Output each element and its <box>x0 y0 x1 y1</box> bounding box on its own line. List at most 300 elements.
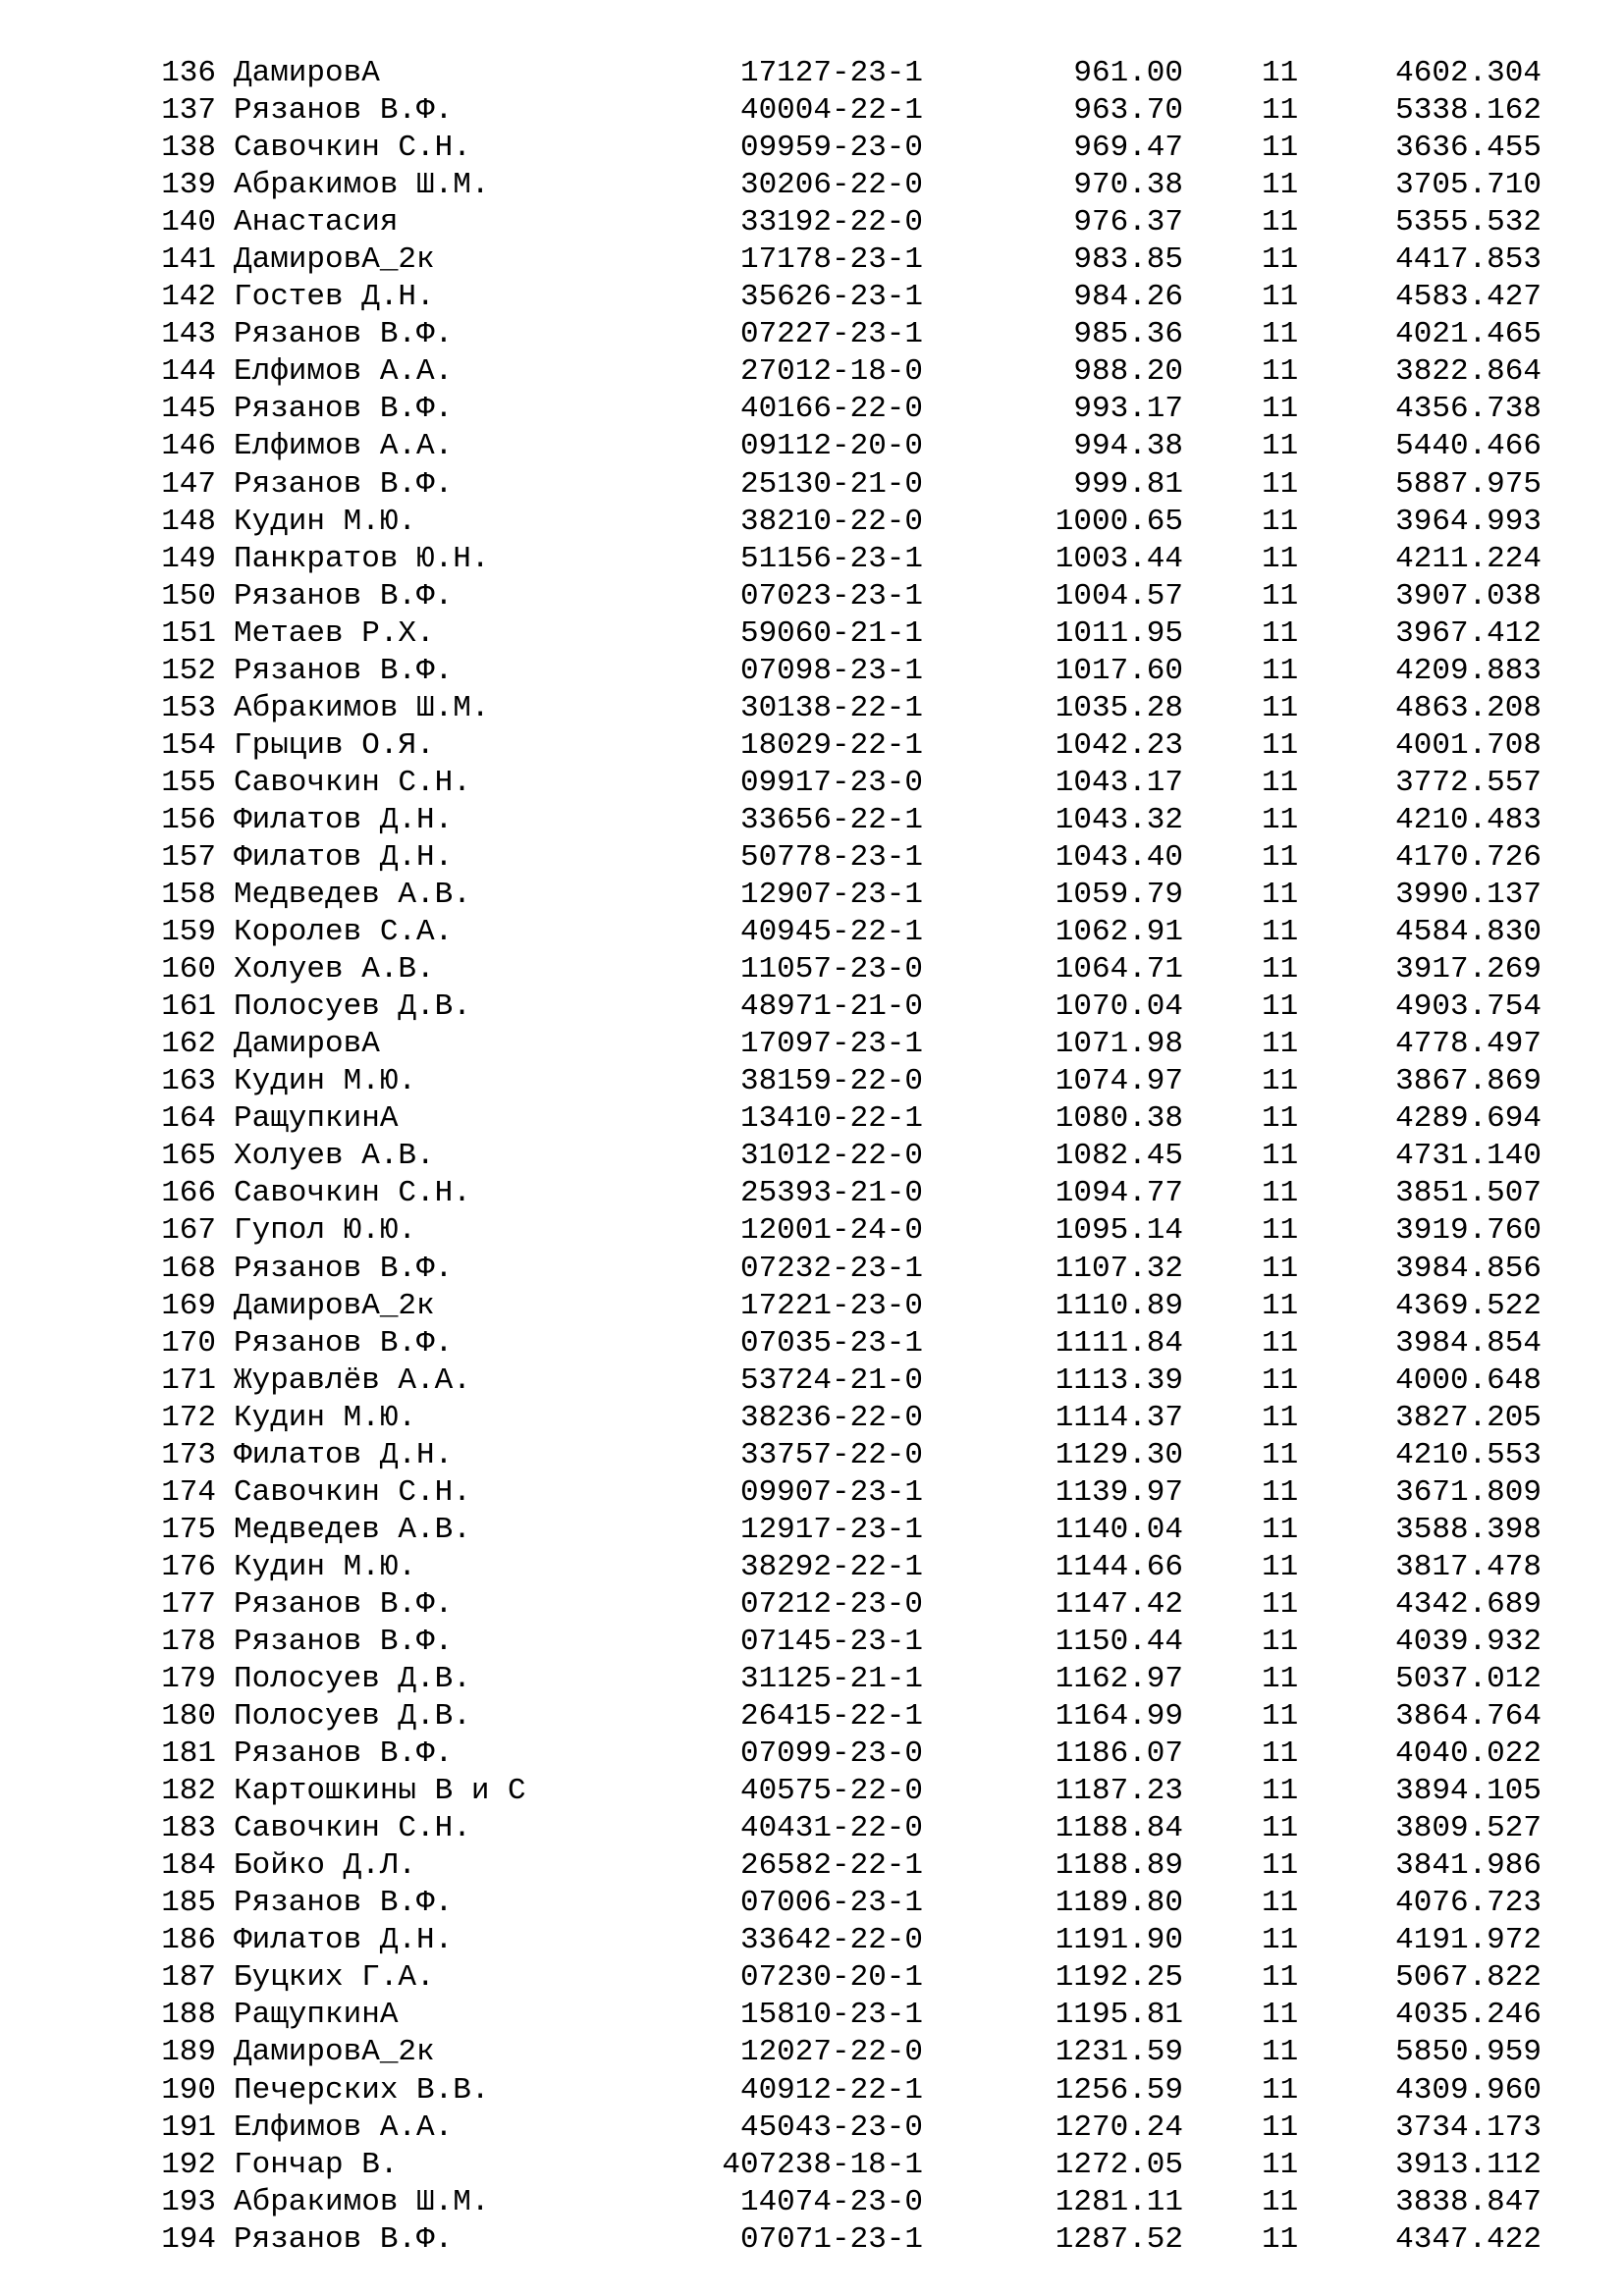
row-value: 994.38 <box>1073 429 1183 464</box>
row-score: 4035.246 <box>1395 1998 1542 2033</box>
row-group: 11 <box>1262 1512 1299 1547</box>
row-number: 171 <box>161 1362 216 1398</box>
row-name: Филатов Д.Н. <box>234 802 454 837</box>
row-group: 11 <box>1262 2221 1299 2257</box>
row-number: 170 <box>161 1325 216 1361</box>
row-code: 12917-23-1 <box>739 1512 923 1547</box>
row-score: 5338.162 <box>1395 93 1542 129</box>
row-value: 1074.97 <box>1055 1064 1183 1099</box>
row-code: 38236-22-0 <box>739 1400 923 1435</box>
row-score: 4903.754 <box>1395 989 1542 1025</box>
row-number: 176 <box>161 1549 216 1584</box>
row-group: 11 <box>1262 1736 1299 1772</box>
table-row <box>0 2034 1624 2071</box>
row-group: 11 <box>1262 989 1299 1025</box>
row-name: Картошкины В и С <box>234 1774 526 1809</box>
row-value: 1111.84 <box>1055 1325 1183 1361</box>
row-group: 11 <box>1262 317 1299 352</box>
row-group: 11 <box>1262 1325 1299 1361</box>
row-score: 3817.478 <box>1395 1549 1542 1584</box>
table-row <box>0 1175 1624 1212</box>
row-group: 11 <box>1262 765 1299 800</box>
row-code: 07227-23-1 <box>739 317 923 352</box>
row-value: 1043.32 <box>1055 802 1183 837</box>
row-name: Полосуев Д.В. <box>234 1662 471 1697</box>
row-value: 1139.97 <box>1055 1474 1183 1510</box>
row-value: 1281.11 <box>1055 2184 1183 2219</box>
row-code: 25130-21-0 <box>739 466 923 502</box>
row-code: 26415-22-1 <box>739 1699 923 1735</box>
table-row <box>0 1773 1624 1810</box>
row-group: 11 <box>1262 1811 1299 1846</box>
row-name: Филатов Д.Н. <box>234 1923 454 1958</box>
row-score: 4342.689 <box>1395 1586 1542 1622</box>
row-name: Полосуев Д.В. <box>234 1699 471 1735</box>
row-code: 40575-22-0 <box>739 1774 923 1809</box>
row-value: 1192.25 <box>1055 1960 1183 1996</box>
row-group: 11 <box>1262 1064 1299 1099</box>
table-row <box>0 1251 1624 1288</box>
row-code: 33642-22-0 <box>739 1923 923 1958</box>
row-name: Панкратов Ю.Н. <box>234 541 490 576</box>
row-code: 07232-23-1 <box>739 1251 923 1286</box>
table-row <box>0 2147 1624 2184</box>
row-score: 4778.497 <box>1395 1027 1542 1062</box>
row-value: 1095.14 <box>1055 1213 1183 1249</box>
row-code: 51156-23-1 <box>739 541 923 576</box>
row-score: 4021.465 <box>1395 317 1542 352</box>
table-row <box>0 765 1624 802</box>
row-code: 40945-22-1 <box>739 915 923 950</box>
row-name: ДамировА <box>234 56 380 90</box>
row-name: Метаев Р.Х. <box>234 615 435 651</box>
row-name: Елфимов А.А. <box>234 354 454 390</box>
row-number: 136 <box>161 56 216 90</box>
row-score: 4039.932 <box>1395 1624 1542 1659</box>
row-value: 1113.39 <box>1055 1362 1183 1398</box>
row-value: 984.26 <box>1073 280 1183 315</box>
row-score: 4584.830 <box>1395 915 1542 950</box>
row-name: Бойко Д.Л. <box>234 1848 417 1884</box>
row-number: 138 <box>161 131 216 166</box>
table-row <box>0 1212 1624 1250</box>
row-group: 11 <box>1262 1998 1299 2033</box>
row-number: 169 <box>161 1288 216 1323</box>
row-value: 1189.80 <box>1055 1886 1183 1921</box>
table-row <box>0 1437 1624 1474</box>
row-number: 148 <box>161 504 216 539</box>
row-group: 11 <box>1262 2184 1299 2219</box>
row-value: 1188.84 <box>1055 1811 1183 1846</box>
row-number: 151 <box>161 615 216 651</box>
row-group: 11 <box>1262 1586 1299 1622</box>
table-row <box>0 466 1624 504</box>
row-number: 178 <box>161 1624 216 1659</box>
row-score: 4863.208 <box>1395 690 1542 725</box>
row-score: 3990.137 <box>1395 878 1542 913</box>
row-score: 4583.427 <box>1395 280 1542 315</box>
row-value: 1011.95 <box>1055 615 1183 651</box>
row-number: 191 <box>161 2109 216 2145</box>
row-value: 1042.23 <box>1055 727 1183 763</box>
table-row <box>0 2109 1624 2147</box>
row-number: 161 <box>161 989 216 1025</box>
row-name: Рязанов В.Ф. <box>234 1251 454 1286</box>
table-row <box>0 727 1624 765</box>
row-number: 156 <box>161 802 216 837</box>
row-score: 5850.959 <box>1395 2035 1542 2070</box>
row-code: 59060-21-1 <box>739 615 923 651</box>
row-value: 1231.59 <box>1055 2035 1183 2070</box>
row-number: 166 <box>161 1176 216 1211</box>
row-code: 17097-23-1 <box>739 1027 923 1062</box>
row-value: 976.37 <box>1073 205 1183 240</box>
row-number: 192 <box>161 2147 216 2182</box>
table-row <box>0 1474 1624 1512</box>
row-name: Полосуев Д.В. <box>234 989 471 1025</box>
row-value: 1272.05 <box>1055 2147 1183 2182</box>
row-score: 4602.304 <box>1395 56 1542 90</box>
row-code: 07035-23-1 <box>739 1325 923 1361</box>
table-row <box>0 2221 1624 2259</box>
row-value: 1188.89 <box>1055 1848 1183 1884</box>
row-value: 1195.81 <box>1055 1998 1183 2033</box>
row-score: 5355.532 <box>1395 205 1542 240</box>
row-name: Журавлёв А.А. <box>234 1362 471 1398</box>
table-row <box>0 1549 1624 1586</box>
row-number: 141 <box>161 242 216 278</box>
row-number: 150 <box>161 578 216 614</box>
table-row <box>0 2184 1624 2221</box>
table-row <box>0 167 1624 204</box>
row-number: 159 <box>161 915 216 950</box>
row-code: 45043-23-0 <box>739 2109 923 2145</box>
row-score: 4000.648 <box>1395 1362 1542 1398</box>
row-group: 11 <box>1262 93 1299 129</box>
row-number: 153 <box>161 690 216 725</box>
row-code: 31012-22-0 <box>739 1139 923 1174</box>
row-number: 181 <box>161 1736 216 1772</box>
table-row <box>0 541 1624 578</box>
row-name: Грыцив О.Я. <box>234 727 435 763</box>
row-number: 180 <box>161 1699 216 1735</box>
row-score: 3913.112 <box>1395 2147 1542 2182</box>
row-value: 999.81 <box>1073 466 1183 502</box>
row-name: Рязанов В.Ф. <box>234 2221 454 2257</box>
row-name: Рязанов В.Ф. <box>234 466 454 502</box>
row-value: 1140.04 <box>1055 1512 1183 1547</box>
row-score: 4040.022 <box>1395 1736 1542 1772</box>
row-group: 11 <box>1262 952 1299 988</box>
row-number: 145 <box>161 392 216 427</box>
row-value: 1094.77 <box>1055 1176 1183 1211</box>
row-group: 11 <box>1262 690 1299 725</box>
row-score: 5887.975 <box>1395 466 1542 502</box>
row-code: 07099-23-0 <box>739 1736 923 1772</box>
row-value: 1070.04 <box>1055 989 1183 1025</box>
table-row <box>0 1735 1624 1773</box>
row-value: 1129.30 <box>1055 1437 1183 1472</box>
row-score: 5067.822 <box>1395 1960 1542 1996</box>
row-value: 961.00 <box>1073 56 1183 90</box>
row-group: 11 <box>1262 839 1299 875</box>
row-group: 11 <box>1262 280 1299 315</box>
row-number: 160 <box>161 952 216 988</box>
row-name: Королев С.А. <box>234 915 454 950</box>
row-name: Гостев Д.Н. <box>234 280 435 315</box>
row-code: 27012-18-0 <box>739 354 923 390</box>
row-code: 09917-23-0 <box>739 765 923 800</box>
table-row <box>0 1847 1624 1885</box>
row-value: 1162.97 <box>1055 1662 1183 1697</box>
row-code: 38292-22-1 <box>739 1549 923 1584</box>
row-group: 11 <box>1262 802 1299 837</box>
row-group: 11 <box>1262 1699 1299 1735</box>
row-value: 1164.99 <box>1055 1699 1183 1735</box>
row-score: 4191.972 <box>1395 1923 1542 1958</box>
table-row <box>0 1512 1624 1549</box>
row-score: 3772.557 <box>1395 765 1542 800</box>
row-group: 11 <box>1262 1662 1299 1697</box>
row-name: РащупкинА <box>234 1101 399 1137</box>
table-row <box>0 690 1624 727</box>
row-group: 11 <box>1262 1960 1299 1996</box>
row-number: 137 <box>161 93 216 129</box>
row-score: 3838.847 <box>1395 2184 1542 2219</box>
row-score: 3864.764 <box>1395 1699 1542 1735</box>
row-code: 07212-23-0 <box>739 1586 923 1622</box>
table-row <box>0 241 1624 279</box>
row-group: 11 <box>1262 1251 1299 1286</box>
row-name: Буцких Г.А. <box>234 1960 435 1996</box>
table-row <box>0 1885 1624 1922</box>
row-code: 48971-21-0 <box>739 989 923 1025</box>
table-row <box>0 55 1624 92</box>
table-row <box>0 204 1624 241</box>
row-name: Гончар В. <box>234 2147 399 2182</box>
table-row <box>0 130 1624 167</box>
row-name: Медведев А.В. <box>234 1512 471 1547</box>
row-name: Кудин М.Ю. <box>234 1549 417 1584</box>
row-value: 1059.79 <box>1055 878 1183 913</box>
row-name: Рязанов В.Ф. <box>234 1886 454 1921</box>
row-group: 11 <box>1262 466 1299 502</box>
row-number: 158 <box>161 878 216 913</box>
row-group: 11 <box>1262 1923 1299 1958</box>
row-group: 11 <box>1262 615 1299 651</box>
row-name: Кудин М.Ю. <box>234 1400 417 1435</box>
row-group: 11 <box>1262 2109 1299 2145</box>
row-score: 4289.694 <box>1395 1101 1542 1137</box>
row-group: 11 <box>1262 504 1299 539</box>
row-group: 11 <box>1262 1362 1299 1398</box>
table-row <box>0 1400 1624 1437</box>
row-code: 07071-23-1 <box>739 2221 923 2257</box>
row-code: 09907-23-1 <box>739 1474 923 1510</box>
row-score: 3984.854 <box>1395 1325 1542 1361</box>
row-value: 1256.59 <box>1055 2072 1183 2108</box>
row-score: 3822.864 <box>1395 354 1542 390</box>
row-value: 1270.24 <box>1055 2109 1183 2145</box>
row-value: 963.70 <box>1073 93 1183 129</box>
row-score: 4210.483 <box>1395 802 1542 837</box>
row-name: ДамировА_2к <box>234 2035 435 2070</box>
row-number: 172 <box>161 1400 216 1435</box>
row-name: Рязанов В.Ф. <box>234 1325 454 1361</box>
row-score: 3894.105 <box>1395 1774 1542 1809</box>
row-group: 11 <box>1262 2147 1299 2182</box>
row-score: 4356.738 <box>1395 392 1542 427</box>
row-value: 1080.38 <box>1055 1101 1183 1137</box>
row-code: 09112-20-0 <box>739 429 923 464</box>
row-name: Кудин М.Ю. <box>234 504 417 539</box>
row-number: 157 <box>161 839 216 875</box>
row-score: 4170.726 <box>1395 839 1542 875</box>
row-value: 1287.52 <box>1055 2221 1183 2257</box>
table-row <box>0 1288 1624 1325</box>
row-code: 38210-22-0 <box>739 504 923 539</box>
table-row <box>0 1138 1624 1175</box>
row-code: 35626-23-1 <box>739 280 923 315</box>
row-score: 4076.723 <box>1395 1886 1542 1921</box>
row-name: Абракимов Ш.М. <box>234 168 490 203</box>
row-group: 11 <box>1262 1213 1299 1249</box>
row-group: 11 <box>1262 1101 1299 1137</box>
row-number: 189 <box>161 2035 216 2070</box>
table-row <box>0 1922 1624 1959</box>
row-score: 4731.140 <box>1395 1139 1542 1174</box>
table-row <box>0 914 1624 951</box>
row-number: 147 <box>161 466 216 502</box>
row-score: 4417.853 <box>1395 242 1542 278</box>
row-code: 17178-23-1 <box>739 242 923 278</box>
table-row <box>0 2072 1624 2109</box>
row-value: 1150.44 <box>1055 1624 1183 1659</box>
row-name: Савочкин С.Н. <box>234 1176 471 1211</box>
row-number: 177 <box>161 1586 216 1622</box>
row-number: 186 <box>161 1923 216 1958</box>
row-value: 1017.60 <box>1055 653 1183 688</box>
row-group: 11 <box>1262 205 1299 240</box>
row-score: 4309.960 <box>1395 2072 1542 2108</box>
row-name: ДамировА_2к <box>234 1288 435 1323</box>
row-value: 1071.98 <box>1055 1027 1183 1062</box>
table-row <box>0 1063 1624 1100</box>
row-name: Абракимов Ш.М. <box>234 690 490 725</box>
row-code: 50778-23-1 <box>739 839 923 875</box>
table-row <box>0 1624 1624 1661</box>
row-group: 11 <box>1262 354 1299 390</box>
row-group: 11 <box>1262 1437 1299 1472</box>
table-row <box>0 839 1624 877</box>
row-group: 11 <box>1262 878 1299 913</box>
row-score: 4001.708 <box>1395 727 1542 763</box>
row-value: 1004.57 <box>1055 578 1183 614</box>
row-score: 3841.986 <box>1395 1848 1542 1884</box>
table-row <box>0 92 1624 130</box>
row-group: 11 <box>1262 2035 1299 2070</box>
row-code: 38159-22-0 <box>739 1064 923 1099</box>
row-name: Рязанов В.Ф. <box>234 1624 454 1659</box>
table-row <box>0 988 1624 1026</box>
row-value: 1035.28 <box>1055 690 1183 725</box>
row-number: 185 <box>161 1886 216 1921</box>
row-score: 5037.012 <box>1395 1662 1542 1697</box>
table-row <box>0 1997 1624 2034</box>
row-value: 1062.91 <box>1055 915 1183 950</box>
table-row <box>0 802 1624 839</box>
row-number: 184 <box>161 1848 216 1884</box>
row-group: 11 <box>1262 1027 1299 1062</box>
row-value: 1043.40 <box>1055 839 1183 875</box>
row-code: 07145-23-1 <box>739 1624 923 1659</box>
row-group: 11 <box>1262 131 1299 166</box>
table-row <box>0 1325 1624 1362</box>
row-code: 07230-20-1 <box>739 1960 923 1996</box>
row-score: 4209.883 <box>1395 653 1542 688</box>
row-group: 11 <box>1262 1474 1299 1510</box>
row-group: 11 <box>1262 56 1299 90</box>
row-score: 3967.412 <box>1395 615 1542 651</box>
row-name: Рязанов В.Ф. <box>234 578 454 614</box>
row-score: 3907.038 <box>1395 578 1542 614</box>
table-row <box>0 653 1624 690</box>
row-number: 143 <box>161 317 216 352</box>
table-row <box>0 1661 1624 1698</box>
row-number: 163 <box>161 1064 216 1099</box>
table-row <box>0 353 1624 391</box>
row-value: 1043.17 <box>1055 765 1183 800</box>
row-name: Медведев А.В. <box>234 878 471 913</box>
row-number: 162 <box>161 1027 216 1062</box>
row-score: 3867.869 <box>1395 1064 1542 1099</box>
row-name: Холуев А.В. <box>234 952 435 988</box>
row-number: 146 <box>161 429 216 464</box>
row-score: 4210.553 <box>1395 1437 1542 1472</box>
row-number: 149 <box>161 541 216 576</box>
row-value: 1000.65 <box>1055 504 1183 539</box>
row-code: 26582-22-1 <box>739 1848 923 1884</box>
row-value: 1107.32 <box>1055 1251 1183 1286</box>
row-name: Савочкин С.Н. <box>234 1474 471 1510</box>
row-group: 11 <box>1262 1886 1299 1921</box>
row-group: 11 <box>1262 578 1299 614</box>
row-code: 33757-22-0 <box>739 1437 923 1472</box>
row-name: Рязанов В.Ф. <box>234 1736 454 1772</box>
row-code: 07006-23-1 <box>739 1886 923 1921</box>
table-row <box>0 279 1624 316</box>
row-group: 11 <box>1262 392 1299 427</box>
row-code: 30206-22-0 <box>739 168 923 203</box>
row-score: 4347.422 <box>1395 2221 1542 2257</box>
row-number: 168 <box>161 1251 216 1286</box>
row-score: 3964.993 <box>1395 504 1542 539</box>
row-number: 182 <box>161 1774 216 1809</box>
row-number: 140 <box>161 205 216 240</box>
row-score: 3919.760 <box>1395 1213 1542 1249</box>
row-code: 12001-24-0 <box>739 1213 923 1249</box>
row-value: 1114.37 <box>1055 1400 1183 1435</box>
row-number: 164 <box>161 1101 216 1137</box>
row-code: 07098-23-1 <box>739 653 923 688</box>
table-row <box>0 391 1624 428</box>
row-number: 190 <box>161 2072 216 2108</box>
row-score: 3588.398 <box>1395 1512 1542 1547</box>
row-name: Рязанов В.Ф. <box>234 1586 454 1622</box>
row-name: Печерских В.В. <box>234 2072 490 2108</box>
row-score: 3636.455 <box>1395 131 1542 166</box>
row-score: 3671.809 <box>1395 1474 1542 1510</box>
